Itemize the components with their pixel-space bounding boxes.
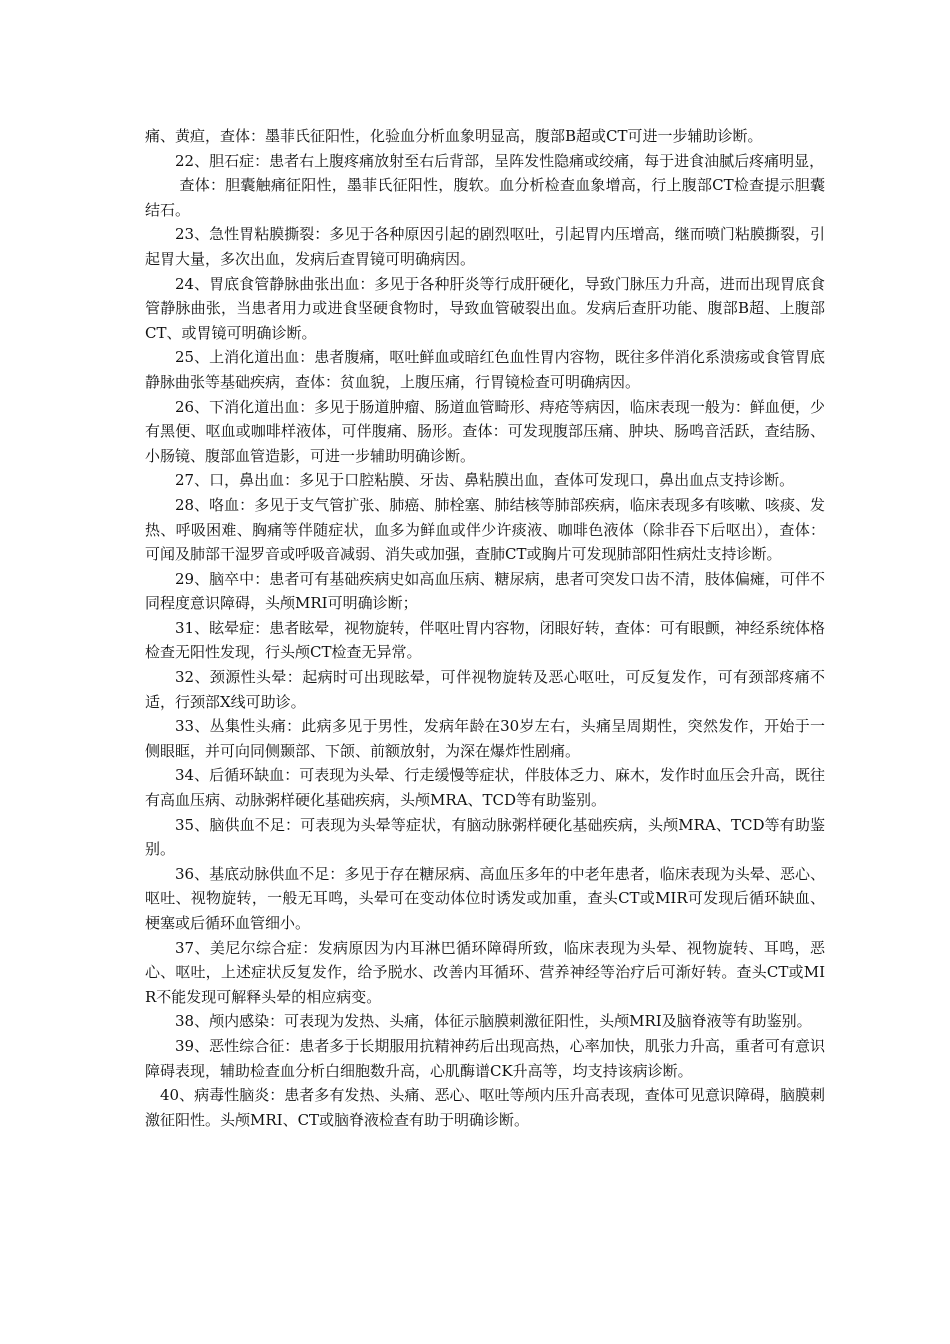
paragraph-22: 22、胆石症：患者右上腹疼痛放射至右后背部，呈阵发性隐痛或绞痛，每于进食油腻后疼痛明显，: [175, 151, 825, 170]
paragraph-35: 35、脑供血不足：可表现为头晕等症状，有脑动脉粥样硬化基础疾病，头颅MRA、TCD等有助鉴别。: [145, 815, 825, 859]
paragraph-39: 39、恶性综合征：患者多于长期服用抗精神药后出现高热，心率加快，肌张力升高，重者可有意识障碍表现，辅助检查血分析白细胞数升高，心肌酶谱CK升高等，均支持该病诊断。: [145, 1036, 825, 1080]
document-page: [145, 124, 825, 1132]
paragraph-28: 28、咯血：多见于支气管扩张、肺癌、肺栓塞、肺结核等肺部疾病，临床表现多有咳嗽、咳痰、发热、呼吸困难、胸痛等伴随症状，血多为鲜血或伴少许痰液、咖啡色液体（除非吞下后呕出），查体：可闻及肺部干湿罗音或呼吸音减弱、消失或加强，查肺CT或胸片可发现肺部阳性病灶支持诊断。: [145, 495, 825, 564]
paragraph-27: 27、口，鼻出血：多见于口腔粘膜、牙齿、鼻粘膜出血，查体可发现口，鼻出血点支持诊断。: [175, 471, 795, 490]
paragraph-21-continued: 痛、黄疸，查体：墨菲氏征阳性，化验血分析血象明显高，腹部B超或CT可进一步辅助诊断。: [145, 127, 763, 145]
paragraph-25: 25、上消化道出血：患者腹痛，呕吐鲜血或暗红色血性胃内容物，既往多伴消化系溃疡或食管胃底静脉曲张等基础疾病，查体：贫血貌，上腹压痛，行胃镜检查可明确病因。: [145, 348, 825, 391]
paragraph-34: 34、后循环缺血：可表现为头晕、行走缓慢等症状，伴肢体乏力、麻木，发作时血压会升高，既往有高血压病、动脉粥样硬化基础疾病，头颅MRA、TCD等有助鉴别。: [145, 766, 825, 810]
paragraph-37: 37、美尼尔综合症：发病原因为内耳淋巴循环障碍所致，临床表现为头晕、视物旋转、耳鸣，恶心、呕吐，上述症状反复发作，给予脱水、改善内耳循环、营养神经等治疗后可渐好转。查头CT或MIR不能发现可解释头晕的相应病变。: [145, 938, 825, 1006]
paragraph-40: 40、病毒性脑炎：患者多有发热、头痛、恶心、呕吐等颅内压升高表现，查体可见意识障碍，脑膜刺激征阳性。头颅MRI、CT或脑脊液检查有助于明确诊断。: [145, 1086, 825, 1129]
paragraph-23: 23、急性胃粘膜撕裂：多见于各种原因引起的剧烈呕吐，引起胃内压增高，继而喷门粘膜撕裂，引起胃大量，多次出血，发病后查胃镜可明确病因。: [145, 225, 825, 268]
paragraph-32: 32、颈源性头晕：起病时可出现眩晕，可伴视物旋转及恶心呕吐，可反复发作，可有颈部疼痛不适，行颈部X线可助诊。: [145, 668, 825, 711]
paragraph-33: 33、丛集性头痛：此病多见于男性，发病年龄在30岁左右，头痛呈周期性，突然发作，开始于一侧眼眶，并可向同侧颞部、下颌、前额放射，为深在爆炸性剧痛。: [145, 717, 825, 760]
paragraph-26: 26、下消化道出血：多见于肠道肿瘤、肠道血管畸形、痔疮等病因，临床表现一般为：鲜血便，少有黑便、呕血或咖啡样液体，可伴腹痛、肠形。查体：可发现腹部压痛、肿块、肠鸣音活跃，查结肠、小肠镜、腹部血管造影，可进一步辅助明确诊断。: [145, 397, 825, 465]
paragraph-36: 36、基底动脉供血不足：多见于存在糖尿病、高血压多年的中老年患者，临床表现为头晕、恶心、呕吐、视物旋转，一般无耳鸣，头晕可在变动体位时诱发或加重，查头CT或MIR可发现后循环缺血、梗塞或后循环血管细小。: [145, 864, 825, 932]
paragraph-38: 38、颅内感染：可表现为发热、头痛，体征示脑膜刺激征阳性，头颅MRI及脑脊液等有助鉴别。: [175, 1012, 812, 1031]
paragraph-31: 31、眩晕症：患者眩晕，视物旋转，伴呕吐胃内容物，闭眼好转，查体：可有眼颤，神经系统体格检查无阳性发现，行头颅CT检查无异常。: [145, 618, 825, 662]
paragraph-29: 29、脑卒中：患者可有基础疾病史如高血压病、糖尿病，患者可突发口齿不清，肢体偏瘫，可伴不同程度意识障碍，头颅MRI可明确诊断；: [145, 569, 825, 613]
paragraph-22-exam: 查体：胆囊触痛征阳性，墨菲氏征阳性，腹软。血分析检查血象增高，行上腹部CT检查提示胆囊结石。: [145, 176, 825, 219]
paragraph-24: 24、胃底食管静脉曲张出血：多见于各种肝炎等行成肝硬化，导致门脉压力升高，进而出现胃底食管静脉曲张，当患者用力或进食坚硬食物时，导致血管破裂出血。发病后查肝功能、腹部B超、上腹部CT、或胃镜可明确诊断。: [145, 274, 825, 342]
